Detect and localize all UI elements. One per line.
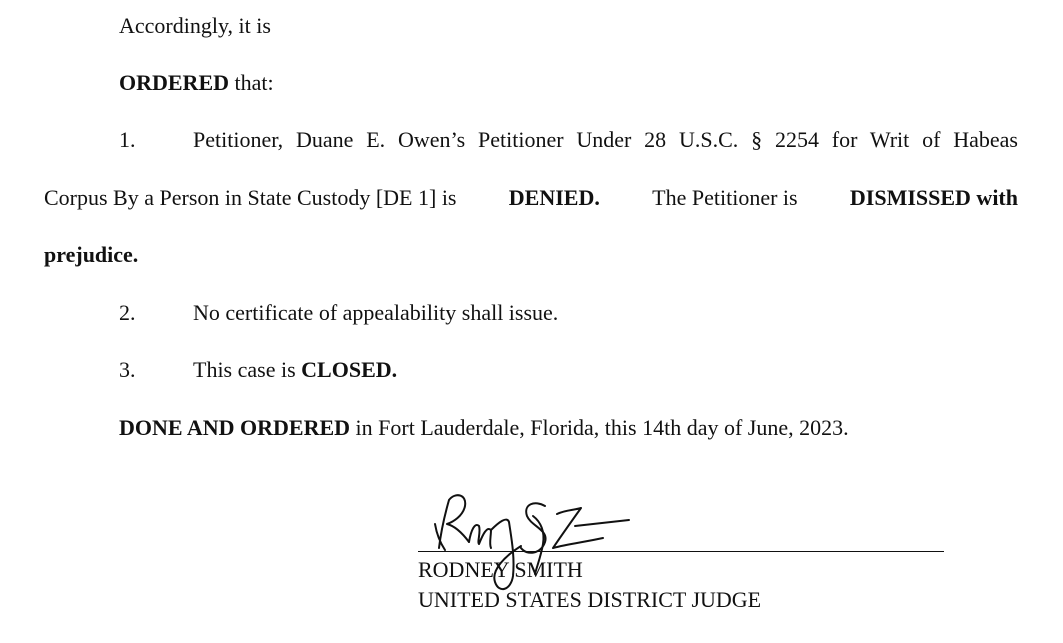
ordered-label: ORDERED — [119, 70, 230, 95]
closed-label: CLOSED. — [301, 357, 398, 382]
item-3-number: 3. — [119, 357, 136, 382]
judge-title: UNITED STATES DISTRICT JUDGE — [418, 587, 762, 612]
item-1-line3 — [44, 242, 138, 268]
item-3-lead: This case is — [193, 357, 296, 382]
item-3-text — [193, 357, 397, 383]
done-and-ordered-label: DONE AND ORDERED — [119, 415, 351, 440]
prejudice-label: prejudice. — [44, 242, 139, 267]
item-1-line1: Petitioner, Duane E. Owen’s Petitioner Under 28 U.S.C. § 2254 for Writ of Habeas — [193, 127, 1018, 152]
ordered-heading — [119, 70, 274, 96]
item-1-line2 — [44, 185, 1018, 211]
denied-label: DENIED. — [508, 185, 600, 210]
closing-rest: in Fort Lauderdale, Florida, this 14th day of June, 2023. — [350, 415, 849, 440]
item-1-number: 1. — [119, 127, 136, 152]
ordered-rest: that: — [229, 70, 274, 95]
dismissed-label: DISMISSED with — [849, 185, 1018, 210]
intro-text: Accordingly, it is — [119, 13, 271, 38]
handwritten-signature — [425, 486, 640, 596]
item-1-line2-a: Corpus By a Person in State Custody [DE 1] is — [44, 185, 457, 210]
item-2-number: 2. — [119, 300, 136, 325]
closing-line — [119, 415, 849, 441]
judge-name: RODNEY SMITH — [418, 557, 583, 582]
item-2-text: No certificate of appealability shall issue. — [193, 300, 559, 325]
item-1-line2-b: The Petitioner is — [652, 185, 798, 210]
